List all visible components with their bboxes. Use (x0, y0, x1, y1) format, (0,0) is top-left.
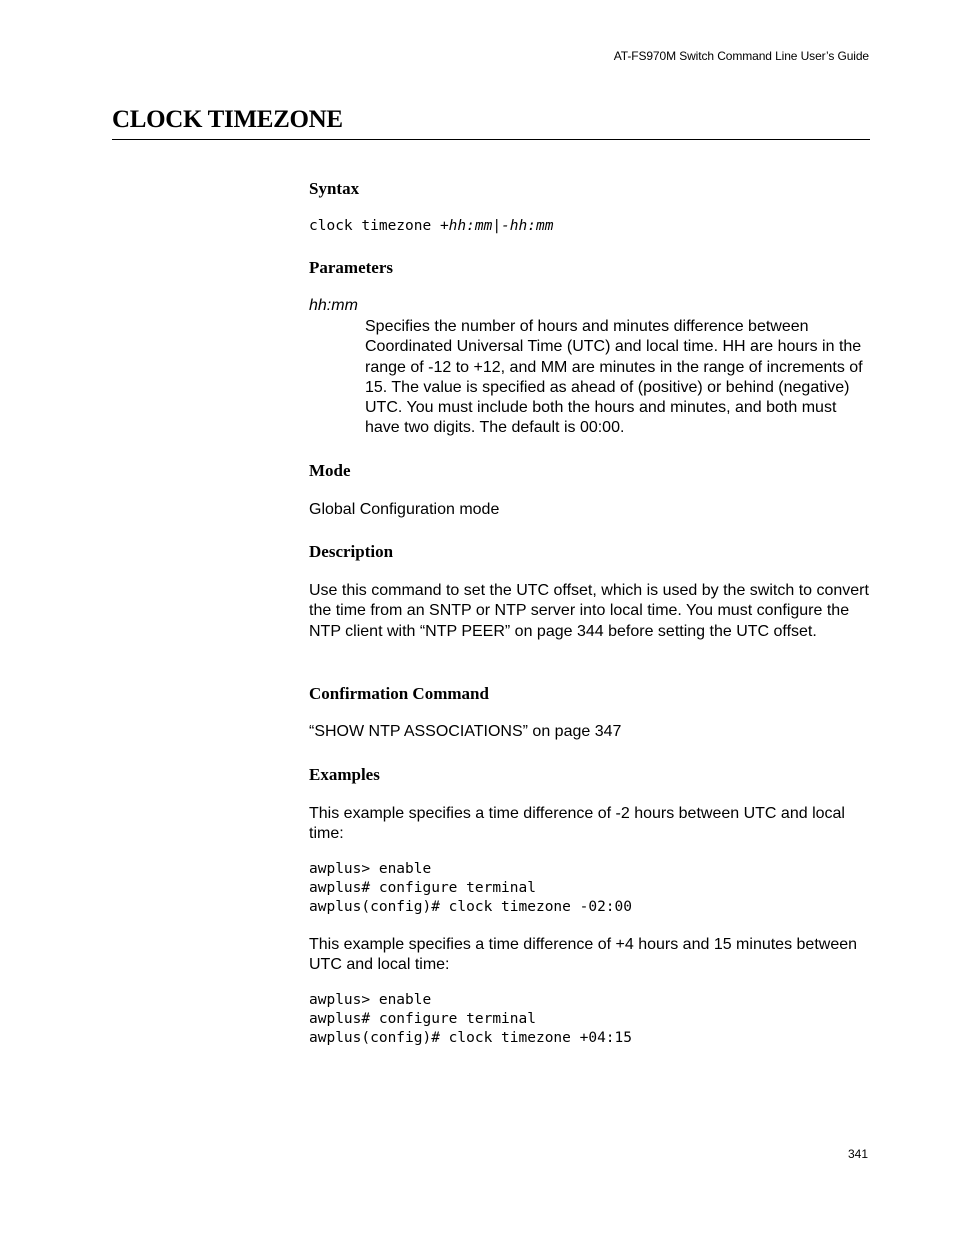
description-heading: Description (309, 542, 394, 561)
confirmation-heading: Confirmation Command (309, 684, 489, 703)
syntax-separator: | (492, 218, 502, 234)
parameters-heading: Parameters (309, 258, 394, 277)
mode-heading: Mode (309, 461, 351, 480)
confirmation-text: “SHOW NTP ASSOCIATIONS” on page 347 (309, 723, 622, 740)
description-text: Use this command to set the UTC offset, which is used by the switch to convert the time from an SNTP or NTP server into local time. You must configure the NTP client with “NTP PEER” on page 344 before setting the UTC offset. (309, 582, 869, 640)
title-divider (112, 139, 870, 140)
example-intro-2: This example specifies a time difference of +4 hours and 15 minutes between UTC and local time: (309, 936, 858, 974)
parameter-description: Specifies the number of hours and minutes difference between Coordinated Universal Time (UTC) and local time. HH are hours in the range of -12 to +12, and MM are minutes in the range of increments of 15. The value is specified as ahead of (positive) or behind (negative) UTC. You must include both the hours and minutes, and both must have two digits. The default is 00:00. (365, 318, 863, 437)
example-intro-1: This example specifies a time difference of -2 hours between UTC and local time: (309, 805, 845, 843)
syntax-heading: Syntax (309, 179, 360, 198)
page-title: CLOCK TIMEZONE (112, 106, 343, 133)
syntax-arg-minus: -hh:mm (501, 218, 554, 234)
syntax-command: clock timezone (309, 218, 440, 234)
example-code-1: awplus> enable awplus# configure terminal awplus(config)# clock timezone -02:00 (309, 861, 633, 916)
syntax-line (309, 217, 553, 236)
examples-heading: Examples (309, 765, 380, 784)
example-code-2: awplus> enable awplus# configure terminal awplus(config)# clock timezone +04:15 (309, 992, 633, 1047)
mode-text: Global Configuration mode (309, 501, 500, 518)
running-header: AT-FS970M Switch Command Line User’s Guide (613, 49, 869, 63)
syntax-arg-plus: +hh:mm (439, 218, 493, 234)
page-number: 341 (847, 1147, 868, 1161)
parameter-term: hh:mm (309, 297, 358, 314)
